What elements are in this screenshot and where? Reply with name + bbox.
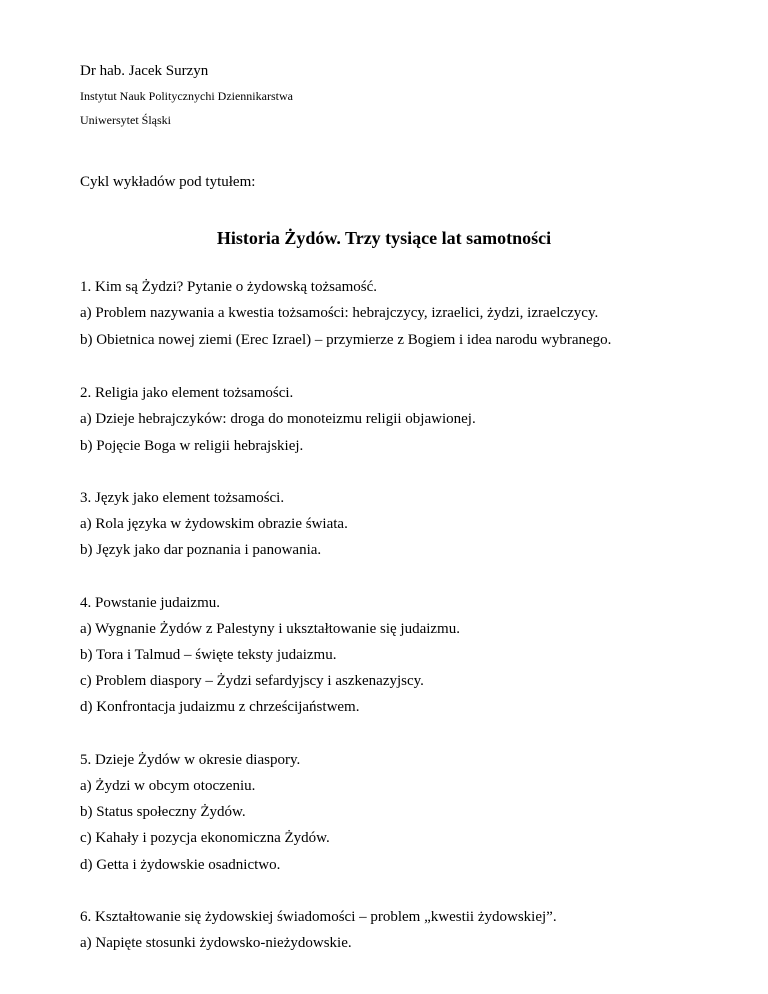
section-item: b) Język jako dar poznania i panowania. <box>80 542 322 558</box>
section-item: a) Napięte stosunki żydowsko-nieżydowskie. <box>80 935 352 951</box>
section-item: a) Wygnanie Żydów z Palestyny i ukształtowanie się judaizmu. <box>80 621 460 637</box>
author-university: Uniwersytet Śląski <box>80 113 171 127</box>
section-item: a) Problem nazywania a kwestia tożsamości: hebrajczycy, izraelici, żydzi, izraelczycy. <box>80 305 599 321</box>
section-item: a) Dzieje hebrajczyków: droga do monoteizmu religii objawionej. <box>80 411 476 427</box>
section-item: b) Obietnica nowej ziemi (Erec Izrael) – przymierze z Bogiem i idea narodu wybranego. <box>80 332 612 348</box>
section-heading: 1. Kim są Żydzi? Pytanie o żydowską tożsamość. <box>80 279 378 295</box>
section-item: b) Status społeczny Żydów. <box>80 804 246 820</box>
section-item: c) Problem diaspory – Żydzi sefardyjscy i aszkenazyjscy. <box>80 673 424 689</box>
section-heading: 6. Kształtowanie się żydowskiej świadomości – problem „kwestii żydowskiej”. <box>80 909 557 925</box>
section-item: d) Konfrontacja judaizmu z chrześcijaństwem. <box>80 699 360 715</box>
section-item: c) Kahały i pozycja ekonomiczna Żydów. <box>80 830 330 846</box>
section-heading: 2. Religia jako element tożsamości. <box>80 385 294 401</box>
intro-text: Cykl wykładów pod tytułem: <box>80 174 256 190</box>
section-item: b) Tora i Talmud – święte teksty judaizmu. <box>80 647 337 663</box>
section-item: d) Getta i żydowskie osadnictwo. <box>80 857 281 873</box>
section-item: a) Rola języka w żydowskim obrazie świata. <box>80 516 348 532</box>
section-heading: 4. Powstanie judaizmu. <box>80 595 220 611</box>
author-institute: Instytut Nauk Politycznychi Dziennikarstwa <box>80 89 293 103</box>
section-heading: 5. Dzieje Żydów w okresie diaspory. <box>80 752 301 768</box>
author-name: Dr hab. Jacek Surzyn <box>80 63 209 79</box>
section-item: b) Pojęcie Boga w religii hebrajskiej. <box>80 438 304 454</box>
section-heading: 3. Język jako element tożsamości. <box>80 490 285 506</box>
section-item: a) Żydzi w obcym otoczeniu. <box>80 778 256 794</box>
document-title: Historia Żydów. Trzy tysiące lat samotności <box>216 228 552 248</box>
